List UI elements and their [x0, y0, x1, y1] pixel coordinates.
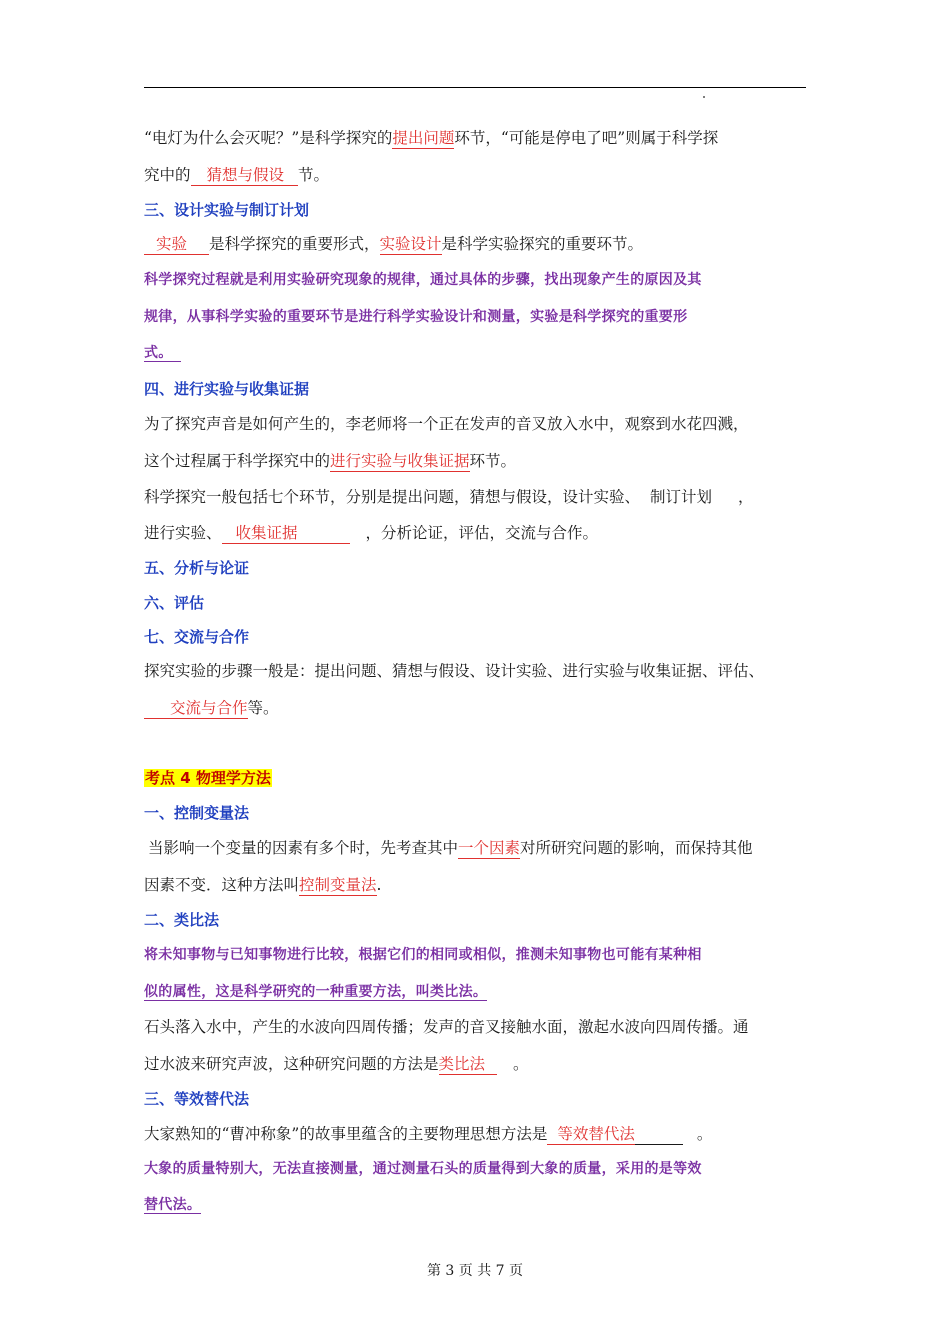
- paragraph-line: [144, 487, 754, 507]
- text: 是科学探究的重要形式，: [209, 235, 380, 253]
- answer: 类比法: [439, 1055, 498, 1075]
- answer: 猜想与假设: [191, 166, 299, 186]
- text: 究中的: [144, 166, 191, 184]
- paragraph-line: [144, 451, 516, 471]
- key-point-label: 考点 4 物理学方法: [145, 769, 271, 787]
- paragraph-line: [144, 1124, 712, 1145]
- blank-line: [635, 1126, 683, 1145]
- purple-note: 将未知事物与已知事物进行比较，根据它们的相同或相似，推测未知事物也可能有某种相: [144, 947, 702, 963]
- purple-note: [144, 982, 487, 1002]
- text: 过水波来研究声波，这种研究问题的方法是: [144, 1055, 439, 1073]
- text: 节。: [298, 166, 330, 184]
- paragraph-line: [144, 523, 598, 543]
- text: 制订计划: [650, 488, 713, 506]
- paragraph-line: [144, 165, 329, 185]
- paragraph-line: [144, 128, 718, 148]
- purple-note: 规律，从事科学实验的重要环节是进行科学实验设计和测量，实验是科学探究的重要形: [144, 309, 688, 325]
- text: 。: [696, 1125, 713, 1143]
- text: 等。: [247, 699, 279, 717]
- text: 进行实验、: [144, 524, 222, 542]
- text: 大家熟知的“曹冲称象”的故事里蕴含的主要物理思想方法是: [144, 1125, 548, 1143]
- text: ，: [738, 488, 754, 506]
- purple-note: [144, 343, 181, 363]
- text: 因素不变．这种方法叫: [144, 876, 300, 894]
- paragraph-line: [148, 838, 753, 858]
- text: 替代法。: [144, 1197, 202, 1213]
- answer: 收集证据: [222, 524, 350, 544]
- text: 当影响一个变量的因素有多个时，先考查其中: [148, 839, 459, 857]
- text: 这个过程属于科学探究中的: [144, 452, 331, 470]
- purple-note: [144, 1195, 201, 1215]
- text: 环节。: [469, 452, 517, 470]
- section-heading: 三、等效替代法: [144, 1090, 250, 1108]
- paragraph-line: 石头落入水中，产生的水波向四周传播；发声的音叉接触水面，激起水波向四周传播。通: [144, 1018, 749, 1036]
- header-rule: [144, 87, 806, 88]
- header-dot: [703, 96, 705, 98]
- answer: 交流与合作: [144, 699, 248, 719]
- paragraph-line: [144, 698, 279, 718]
- section-heading: 四、进行实验与收集证据: [144, 380, 310, 398]
- paragraph-line: [144, 234, 643, 254]
- answer: 一个因素: [458, 839, 521, 857]
- text: ，分析论证，评估，交流与合作。: [365, 524, 599, 542]
- purple-note: 科学探究过程就是利用实验研究现象的规律，通过具体的步骤，找出现象产生的原因及其: [144, 272, 702, 288]
- text: 环节，“可能是停电了吧”则属于科学探: [454, 129, 719, 147]
- section-heading: 五、分析与论证: [144, 559, 250, 577]
- paragraph-line: [144, 1054, 529, 1074]
- text: 科学探究一般包括七个环节，分别是提出问题，猜想与假设，设计实验、: [144, 488, 641, 506]
- answer: 进行实验与收集证据: [330, 452, 470, 470]
- answer: 等效替代法: [547, 1125, 635, 1145]
- paragraph-line: [144, 875, 381, 895]
- text: 。: [513, 1055, 529, 1073]
- section-heading: 六、评估: [144, 594, 205, 612]
- answer: 提出问题: [392, 129, 455, 147]
- text: 似的属性，这是科学研究的一种重要方法，叫类比法。: [144, 984, 488, 1000]
- text: .: [376, 876, 382, 894]
- text: 是科学实验探究的重要环节。: [441, 235, 644, 253]
- page-footer: 第 3 页 共 7 页: [426, 1263, 524, 1279]
- purple-note: 大象的质量特别大，无法直接测量，通过测量石头的质量得到大象的质量，采用的是等效: [144, 1161, 702, 1177]
- text: “电灯为什么会灭呢？”是科学探究的: [144, 129, 393, 147]
- text: 对所研究问题的影响，而保持其他: [520, 839, 753, 857]
- paragraph-line: 探究实验的步骤一般是：提出问题、猜想与假设、设计实验、进行实验与收集证据、评估、: [144, 662, 765, 680]
- text: 式。: [144, 345, 181, 362]
- section-heading: 七、交流与合作: [144, 628, 250, 646]
- section-heading: 二、类比法: [144, 911, 220, 929]
- answer: 控制变量法: [299, 876, 377, 894]
- section-heading: 一、控制变量法: [144, 804, 250, 822]
- key-point-title: [144, 768, 272, 788]
- answer: 实验: [144, 235, 209, 255]
- paragraph-line: 为了探究声音是如何产生的，李老师将一个正在发声的音叉放入水中，观察到水花四溅，: [144, 415, 749, 433]
- section-heading: 三、设计实验与制订计划: [144, 201, 310, 219]
- answer: 实验设计: [379, 235, 442, 253]
